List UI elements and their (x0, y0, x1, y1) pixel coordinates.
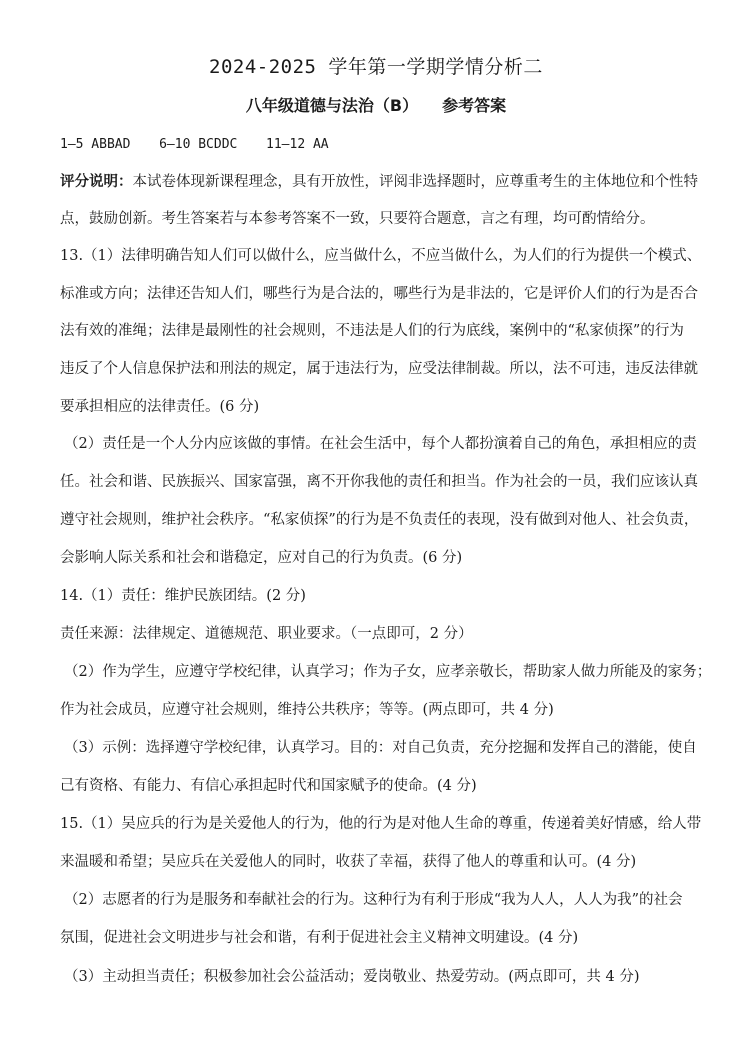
text-line: （2）作为学生，应遵守学校纪律，认真学习；作为子女，应孝亲敬长，帮助家人做力所能及的家务； (64, 664, 712, 680)
text-line: 会影响人际关系和社会和谐稳定，应对自己的行为负责。(6 分) (60, 550, 463, 566)
text-line: （3）主动担当责任；积极参加社会公益活动；爱岗敬业、热爱劳动。(两点即可，共 4 分) (64, 969, 640, 985)
text-line: 标准或方向；法律还告知人们，哪些行为是合法的，哪些行为是非法的，它是评价人们的行为是否合 (60, 286, 698, 302)
text-line: 氛围，促进社会文明进步与社会和谐，有利于促进社会主义精神文明建设。(4 分) (60, 930, 579, 946)
text-line: 任。社会和谐、民族振兴、国家富强，离不开你我他的责任和担当。作为社会的一员，我们应该认真 (60, 474, 698, 490)
text-line: 14.（1）责任：维护民族团结。(2 分) (60, 588, 306, 604)
text-line: （3）示例：选择遵守学校纪律，认真学习。目的：对自己负责，充分挖掘和发挥自己的潜能，使自 (64, 740, 697, 756)
text-line: 作为社会成员，应遵守社会规则，维持公共秩序；等等。(两点即可，共 4 分) (60, 702, 554, 718)
grading-note-text: 本试卷体现新课程理念，具有开放性，评阅非选择题时，应尊重考生的主体地位和个性特 (132, 174, 698, 190)
text-line: 遵守社会规则，维护社会秩序。“私家侦探”的行为是不负责任的表现，没有做到对他人、社会负责， (60, 512, 699, 528)
text-line: 要承担相应的法律责任。(6 分) (60, 399, 260, 415)
text-line: 15.（1）吴应兵的行为是关爱他人的行为，他的行为是对他人生命的尊重，传递着美好情感，给人带 (60, 816, 702, 832)
text-line: 违反了个人信息保护法和刑法的规定，属于违法行为，应受法律制裁。所以，法不可违，违反法律就 (60, 361, 698, 377)
grading-note-line-1 (60, 172, 710, 192)
text-line: 13.（1）法律明确告知人们可以做什么，应当做什么，不应当做什么，为人们的行为提供一个模式、 (60, 248, 702, 264)
text-line: （2）责任是一个人分内应该做的事情。在社会生活中，每个人都扮演着自己的角色，承担相应的责 (64, 436, 697, 452)
grading-note-label: 评分说明： (60, 173, 133, 190)
text-line: 己有资格、有能力、有信心承担起时代和国家赋予的使命。(4 分) (60, 778, 477, 794)
page-title: 2024-2025 学年第一学期学情分析二 (209, 56, 543, 78)
text-line: 法有效的准绳；法律是最刚性的社会规则，不违法是人们的行为底线，案例中的“私家侦探”的行为 (60, 323, 684, 339)
page-subtitle: 八年级道德与法治（B） 参考答案 (245, 96, 507, 115)
text-line: 来温暖和希望；吴应兵在关爱他人的同时，收获了幸福，获得了他人的尊重和认可。(4 分) (60, 854, 637, 870)
grading-note-line-2: 点，鼓励创新。考生答案若与本参考答案不一致，只要符合题意，言之有理，均可酌情给分。 (60, 211, 655, 227)
mc-answers: 1—5 ABBAD 6—10 BCDDC 11—12 AA (60, 137, 329, 152)
text-line: （2）志愿者的行为是服务和奉献社会的行为。这种行为有利于形成“我为人人，人人为我”的社会 (64, 892, 683, 908)
text-line: 责任来源：法律规定、道德规范、职业要求。（一点即可，2 分） (60, 626, 473, 642)
